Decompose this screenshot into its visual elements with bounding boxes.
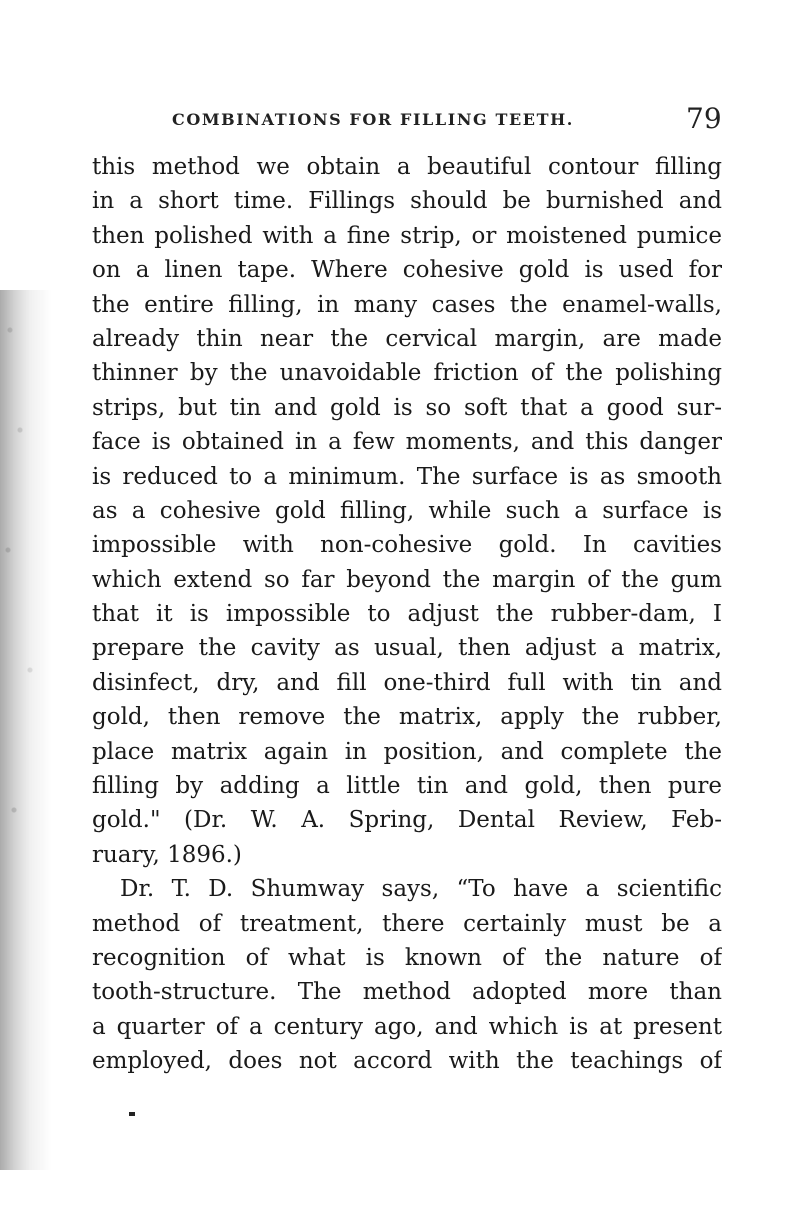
text-line: then polished with a fine strip, or moistened pumice [92,222,722,249]
page-number: 79 [686,102,722,135]
print-speck [129,1112,135,1116]
text-line: tooth-structure. The method adopted more than [92,979,722,1006]
text-line: filling by adding a little tin and gold, then pure [92,773,722,800]
text-line: that it is impossible to adjust the rubber-dam, I [92,601,722,628]
text-line: recognition of what is known of the nature of [92,944,722,971]
text-line-paragraph-start: Dr. T. D. Shumway says, “To have a scientific [120,876,722,903]
text-line: place matrix again in position, and complete the [92,738,722,765]
text-line: in a short time. Fillings should be burnished and [92,188,722,215]
text-line: gold, then remove the matrix, apply the rubber, [92,704,722,731]
text-line: which extend so far beyond the margin of the gum [92,566,722,593]
text-line: already thin near the cervical margin, are made [92,325,722,352]
text-line: face is obtained in a few moments, and this danger [92,429,722,456]
text-line: thinner by the unavoidable friction of the polishing [92,360,722,387]
text-line: impossible with non-cohesive gold. In cavities [92,532,722,559]
page-header [172,102,732,144]
body-text [92,150,722,1079]
text-line-paragraph-end: ruary, 1896.) [92,841,242,868]
text-line: disinfect, dry, and fill one-third full with tin and [92,669,722,696]
text-line: employed, does not accord with the teachings of [92,1048,722,1075]
text-line: method of treatment, there certainly must be a [92,910,722,937]
text-line: on a linen tape. Where cohesive gold is used for [92,257,722,284]
text-line: this method we obtain a beautiful contour filling [92,154,722,180]
running-head: COMBINATIONS FOR FILLING TEETH. [172,110,574,129]
text-line: prepare the cavity as usual, then adjust a matrix, [92,635,722,662]
text-line: gold." (Dr. W. A. Spring, Dental Review, Feb- [92,807,722,834]
text-line: the entire filling, in many cases the enamel-walls, [92,291,722,318]
text-line: strips, but tin and gold is so soft that a good sur- [92,394,722,421]
text-line: is reduced to a minimum. The surface is as smooth [92,463,722,490]
page-gutter-shadow [0,290,52,1170]
text-line: as a cohesive gold filling, while such a surface is [92,497,722,524]
text-line: a quarter of a century ago, and which is at present [92,1013,722,1040]
